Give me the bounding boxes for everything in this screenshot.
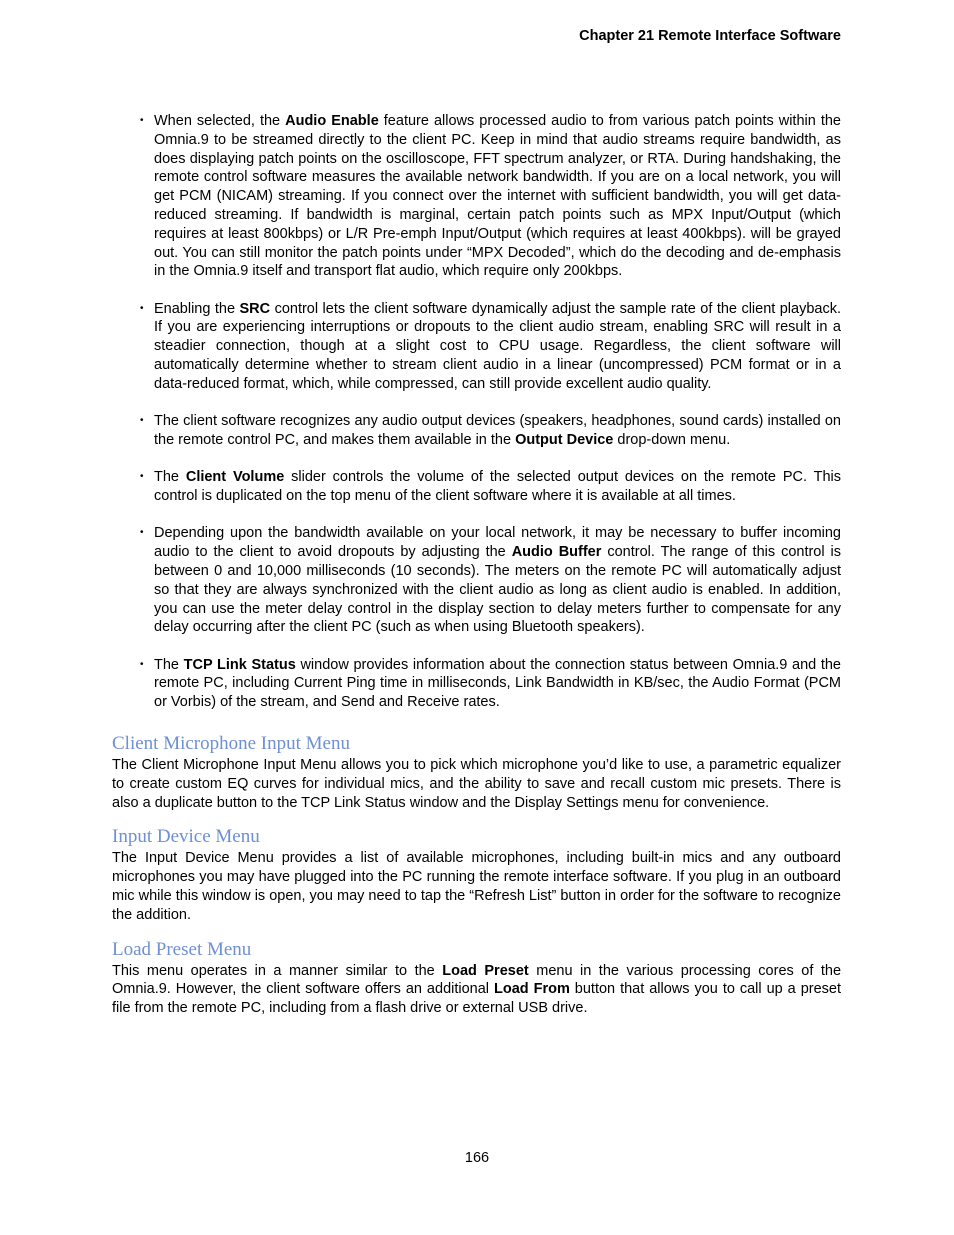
bullet-bold-term: Client Volume — [185, 469, 285, 486]
bullet-bold-term: TCP Link Status — [183, 656, 296, 673]
bullet-text: The — [154, 656, 184, 673]
bullet-text: Enabling the — [154, 300, 240, 317]
bullet-text: slider controls the volume of the selected output devices on the remote PC. This control is duplicated on the top menu of the client software where it is available at all times. — [154, 469, 842, 505]
bullet-tcp-link-status — [112, 656, 841, 712]
bullet-text: The client software recognizes any audio output devices (speakers, headphones, sound cards) installed on the remote control PC, and makes them available in the — [154, 413, 841, 448]
bullet-text: The — [154, 469, 186, 486]
section-heading: Input Device Menu — [112, 826, 260, 848]
bullet-bold-term: Audio Buffer — [511, 544, 602, 561]
bold-term: Load Preset — [442, 962, 529, 979]
bullet-output-device — [112, 412, 841, 450]
bullet-text: control. The range of this control is between 0 and 10,000 milliseconds (10 seconds). The meters on the remote PC will automatically adjust so that they are always synchronized with the client audio as long as client audio is enabled. In addition, you can use the meter delay control in the display section to delay meters further to compensate for any delay occurring after the client PC (such as when using Bluetooth speakers). — [154, 544, 842, 636]
bullet-text: control lets the client software dynamically adjust the sample rate of the client playback. If you are experiencing interruptions or dropouts to the client audio stream, enabling SRC will result in a steadier connection, though at a slight cost to CPU usage. Regardless, the client software will automatically determine whether to stream client audio in a linear (uncompressed) PCM format or in a data-reduced format, which, while compressed, can still provide excellent audio quality. — [154, 300, 841, 392]
bullet-bold-term: Output Device — [515, 431, 614, 448]
section-load-preset-menu — [112, 938, 841, 1018]
bullet-bold-term: Audio Enable — [285, 113, 379, 129]
bullet-text: When selected, the — [154, 113, 286, 129]
chapter-header: Chapter 21 Remote Interface Software — [579, 28, 841, 44]
section-body: The Client Microphone Input Menu allows you to pick which microphone you’d like to use, a parametric equalizer to create custom EQ curves for individual mics, and the ability to save and recall custom mic presets. There is also a duplicate button to the TCP Link Status window and the Display Settings menu for convenience. — [112, 757, 841, 811]
section-body — [112, 962, 841, 1018]
bullet-audio-buffer — [112, 524, 841, 637]
bullet-bold-term: SRC — [239, 300, 271, 317]
bullet-audio-enable — [112, 112, 841, 281]
section-body: The Input Device Menu provides a list of available microphones, including built-in mics and any outboard microphones you may have plugged into the PC running the remote interface software. If you plug in an outboard mic while this window is open, you may need to tap the “Refresh List” button in order for the software to recognize the addition. — [112, 850, 841, 923]
bullet-text: Depending upon the bandwidth available on your local network, it may be necessary to buffer incoming audio to the client to avoid dropouts by adjusting the — [154, 525, 841, 561]
bullet-src — [112, 300, 841, 394]
bold-term: Load From — [493, 981, 570, 998]
body-text: menu in the various processing cores of the Omnia.9. However, the client software offers an additional — [112, 962, 842, 998]
feature-bullet-list — [112, 112, 841, 712]
bullet-text: drop-down menu. — [613, 431, 731, 448]
bullet-text: feature allows processed audio to from various patch points within the Omnia.9 to be streamed directly to the client PC. Keep in mind that audio streams require bandwidth, as does displaying patch points on the oscilloscope, FFT spectrum analyzer, or RTA. During handshaking, the remote control software measures the available network bandwidth. If you are on a local network, you will get PCM (NICAM) streaming. If you connect over the internet with sufficient bandwidth, you will get data-reduced streaming. If bandwidth is marginal, certain patch points such as MPX Input/Output (which requires at least 800kbps) or L/R Pre-emph Input/Output (which requires at least 400kbps). will be grayed out. You can still monitor the patch points under “MPX Decoded”, which do the decoding and de-emphasis in the Omnia.9 itself and transport flat audio, which require only 200kbps. — [154, 113, 841, 280]
bullet-client-volume — [112, 468, 841, 506]
body-text: This menu operates in a manner similar to the — [112, 962, 443, 979]
section-heading: Load Preset Menu — [112, 938, 252, 960]
page-content — [112, 112, 841, 1018]
page-number: 166 — [464, 1150, 490, 1166]
section-heading: Client Microphone Input Menu — [112, 733, 350, 755]
bullet-text: window provides information about the connection status between Omnia.9 and the remote PC, including Current Ping time in milliseconds, Link Bandwidth in KB/sec, the Audio Format (PCM or Vorbis) of the stream, and Send and Receive rates. — [154, 656, 842, 711]
section-client-microphone-input-menu — [112, 732, 841, 812]
section-input-device-menu — [112, 825, 841, 924]
body-text: button that allows you to call up a preset file from the remote PC, including from a flash drive or external USB drive. — [112, 981, 842, 1017]
